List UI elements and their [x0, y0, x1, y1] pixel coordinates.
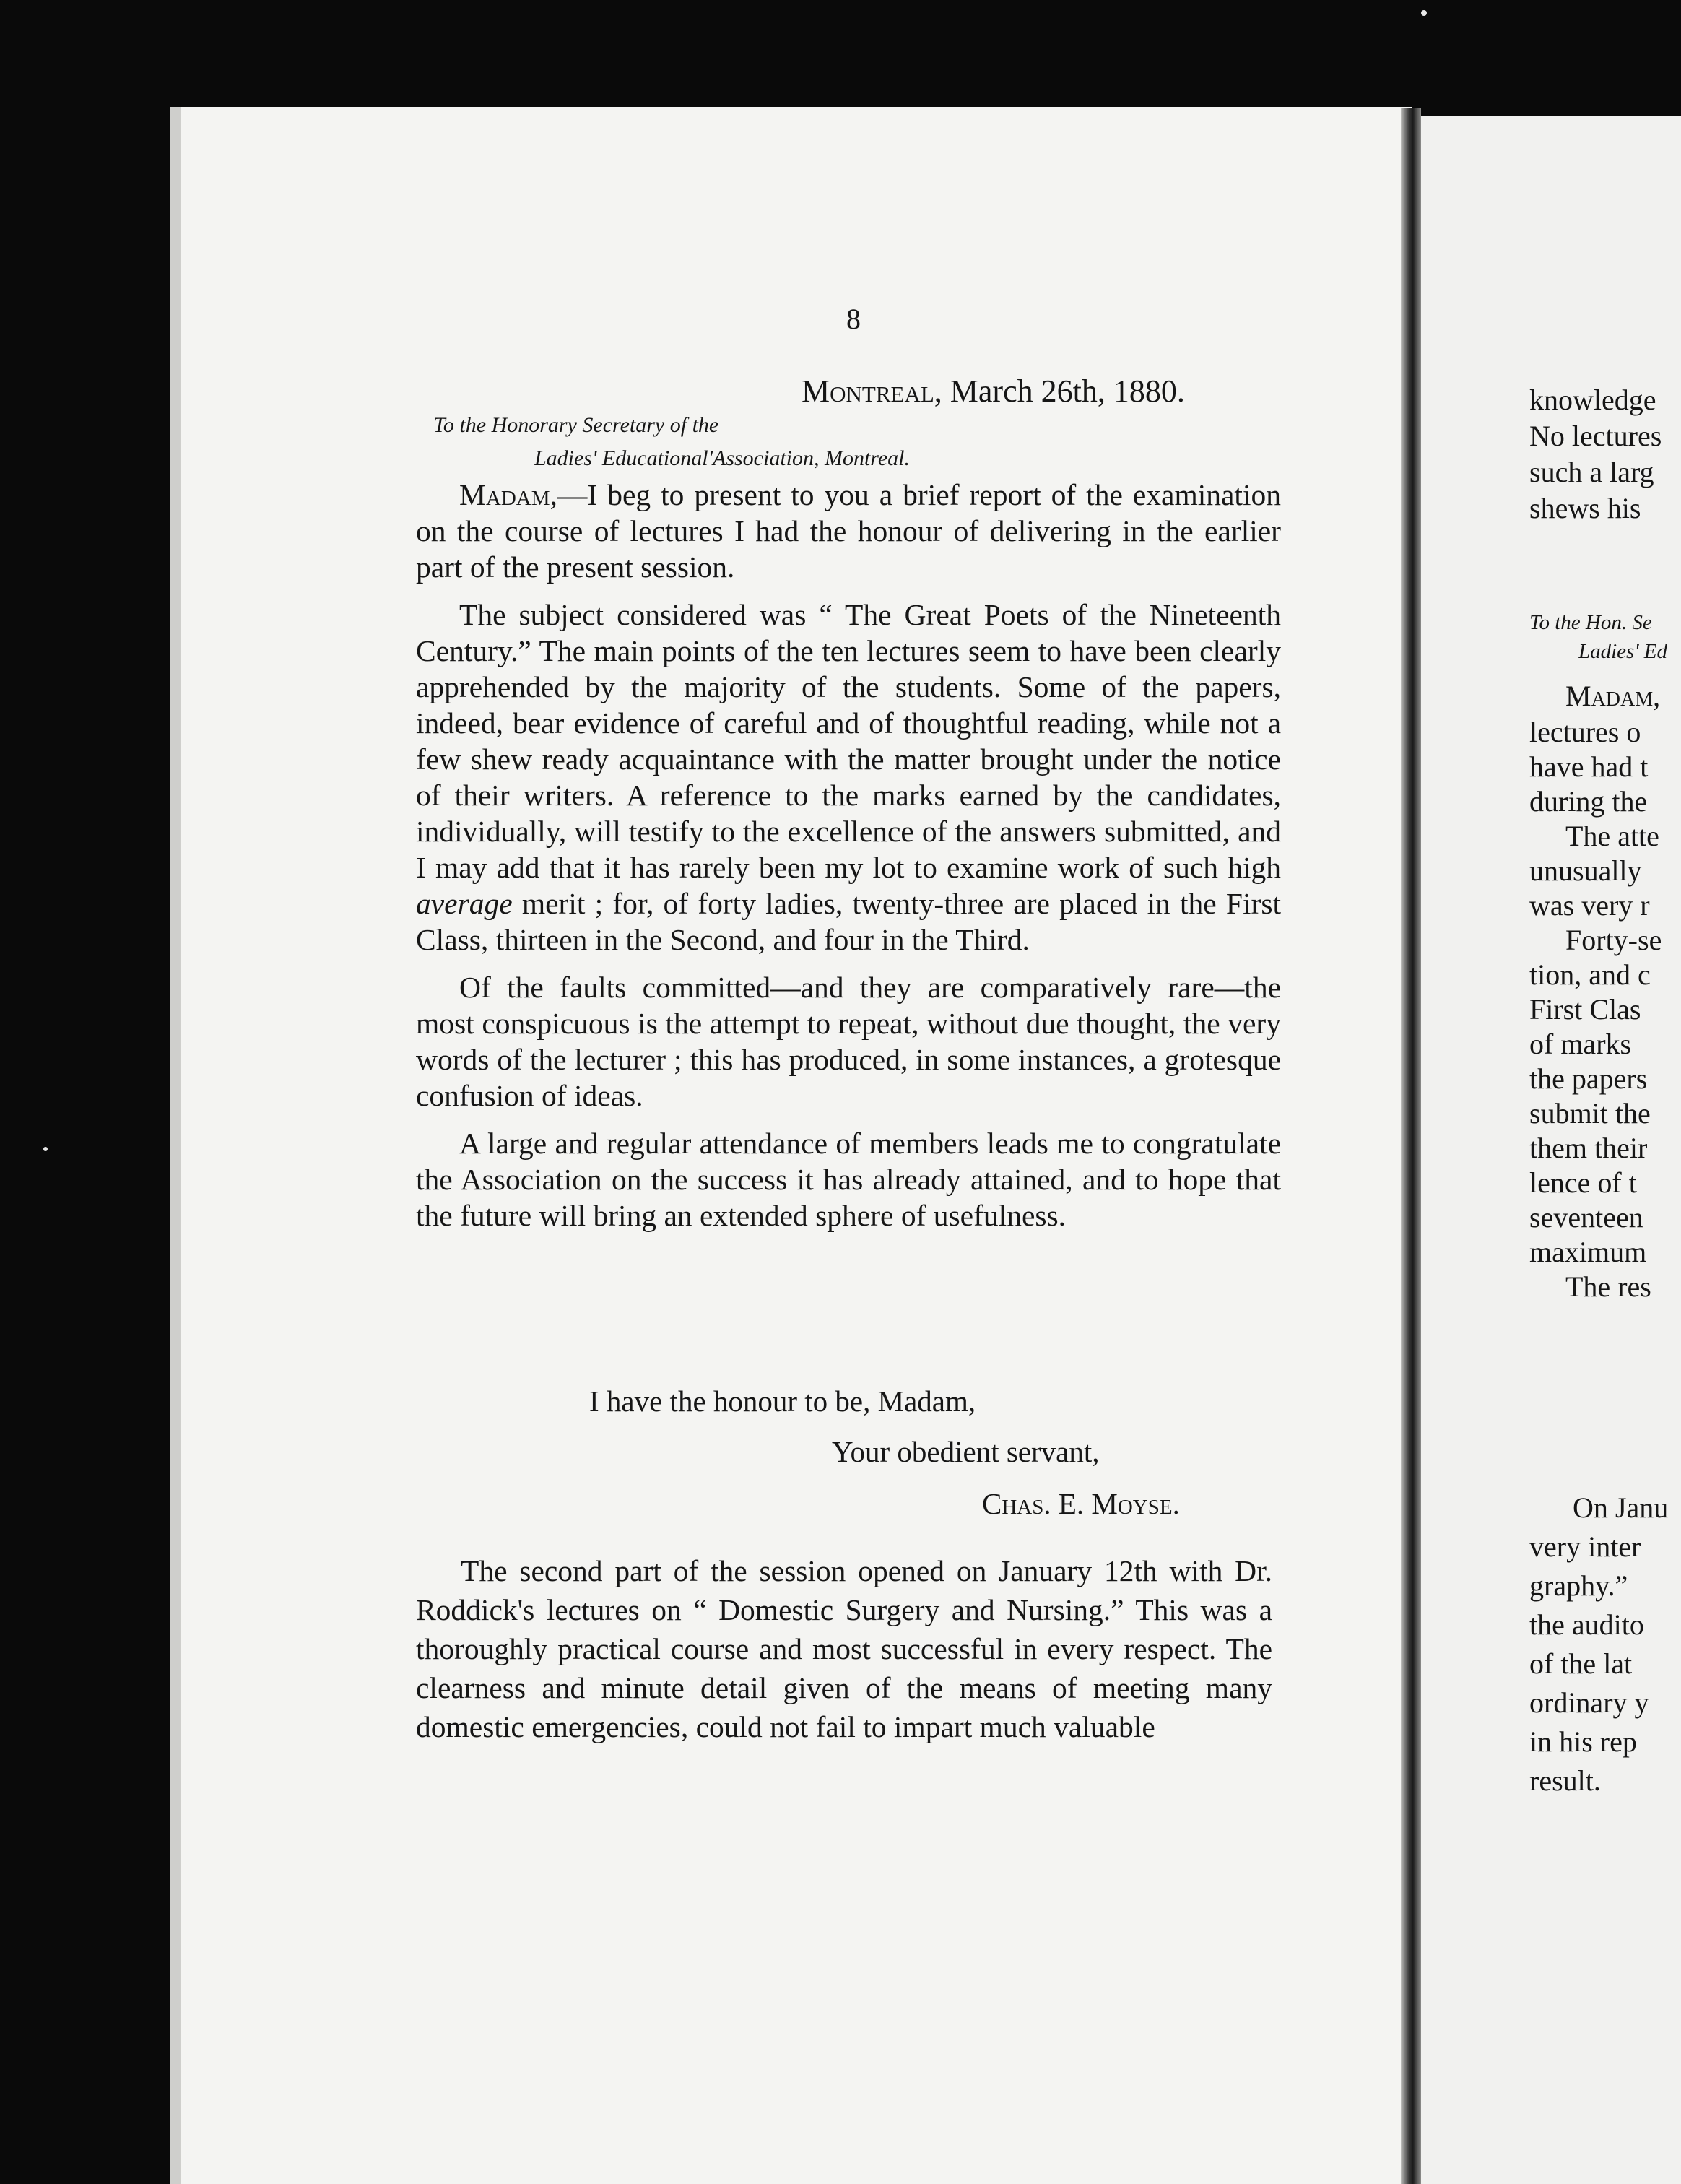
- paragraph: The second part of the session opened on January 12th with Dr. Roddick's lectures on “ Domestic Surgery and Nursing.” This was a thoroughly practical course and most successful in every respect. The clearness and minute detail given of the means of meeting many domestic emergencies, could not fail to impart much valuable: [416, 1554, 1272, 1743]
- right-line: seventeen: [1529, 1201, 1643, 1234]
- right-line: Madam,: [1565, 680, 1661, 712]
- signature: Chas. E. Moyse.: [982, 1487, 1180, 1520]
- right-page: [1421, 116, 1681, 2184]
- scan-speck: [1421, 10, 1427, 16]
- right-line: shews his: [1529, 492, 1641, 524]
- closing-line: I have the honour to be, Madam,: [589, 1384, 976, 1418]
- right-line: in his rep: [1529, 1725, 1637, 1758]
- right-line: ordinary y: [1529, 1686, 1649, 1719]
- address-line-2: Ladies' Educational'Association, Montreal.: [534, 446, 911, 470]
- book-gutter: [1401, 108, 1421, 2184]
- closing-line: Your obedient servant,: [832, 1435, 1100, 1468]
- right-line: lectures o: [1529, 716, 1641, 748]
- right-line: On Janu: [1573, 1491, 1669, 1524]
- right-line: the audito: [1529, 1608, 1644, 1641]
- letter-body: [416, 477, 1281, 1245]
- right-line: result.: [1529, 1764, 1601, 1797]
- right-line: unusually: [1529, 854, 1642, 887]
- right-line: First Clas: [1529, 993, 1641, 1026]
- right-address-line: Ladies' Ed: [1578, 640, 1668, 663]
- right-line: knowledge: [1529, 384, 1656, 416]
- right-line: The atte: [1565, 820, 1659, 852]
- dateline: [802, 373, 1185, 410]
- right-line: them their: [1529, 1132, 1648, 1164]
- paragraph-text: —I beg to present to you a brief report of the examination on the course of lectures I had the honour of delivering in the earlier part of the present session.: [416, 478, 1281, 584]
- right-line: graphy.”: [1529, 1569, 1628, 1602]
- dateline-place: Montreal: [802, 373, 934, 409]
- right-line: of the lat: [1529, 1647, 1633, 1680]
- right-line: was very r: [1529, 889, 1650, 922]
- paragraph-text: The subject considered was “ The Great Poets of the Nineteenth Century.” The main points of the ten lectures seem to have been clearly apprehended by the majority of the students. Some of the papers, indeed, bear evidence of careful and of thoughtful reading, while not a few shew ready acquaintance with the matter brought under the notice of their writers. A reference to the marks earned by the candidates, individually, will testify to the excellence of the answers submitted, and I may add that it has rarely been my lot to examine work of such high: [416, 598, 1281, 884]
- right-line: No lectures: [1529, 420, 1662, 452]
- emphasis: average: [416, 887, 513, 920]
- salutation: Madam,: [459, 478, 557, 511]
- page-number: 8: [846, 303, 861, 335]
- paragraph: Of the faults committed—and they are comparatively rare—the most conspicuous is the attempt to repeat, without due thought, the very words of the lecturer ; this has produced, in some instances, a grotesque confusion of ideas.: [416, 971, 1281, 1112]
- right-line: maximum: [1529, 1236, 1647, 1268]
- report-paragraph: [416, 1551, 1272, 1746]
- dateline-date: , March 26th, 1880.: [934, 373, 1185, 409]
- right-address-line: To the Hon. Se: [1529, 611, 1652, 634]
- address-line-1: To the Honorary Secretary of the: [433, 413, 719, 437]
- right-line: The res: [1565, 1270, 1651, 1303]
- right-line: submit the: [1529, 1097, 1651, 1130]
- right-line: Forty-se: [1565, 924, 1662, 956]
- right-line: of marks: [1529, 1028, 1632, 1060]
- right-line: lence of t: [1529, 1166, 1637, 1199]
- right-line: very inter: [1529, 1530, 1641, 1563]
- scan-speck: [43, 1147, 48, 1151]
- right-line: during the: [1529, 785, 1648, 818]
- paragraph-text: merit ; for, of forty ladies, twenty-three are placed in the First Class, thirteen in the Second, and four in the Third.: [416, 887, 1281, 956]
- paragraph: [416, 597, 1281, 958]
- paragraph: A large and regular attendance of members leads me to congratulate the Association on the success it has already attained, and to hope that the future will bring an extended sphere of usefulness.: [416, 1127, 1281, 1232]
- right-line: tion, and c: [1529, 958, 1651, 991]
- right-line: have had t: [1529, 750, 1649, 783]
- paragraph: [416, 477, 1281, 585]
- right-line: the papers: [1529, 1062, 1648, 1095]
- right-line: such a larg: [1529, 456, 1654, 488]
